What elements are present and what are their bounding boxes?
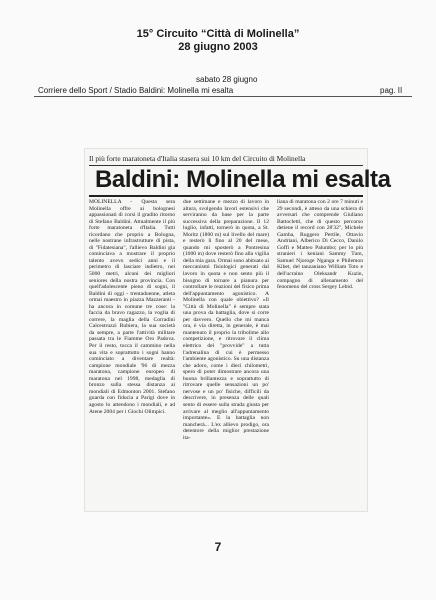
article-column-3: liana di maratona con 2 ore 7 minuti e 29 secondi, è atteso da una schiera di avversari che comprende Giuliano Battocletti, che di questo percorso detiene il record con 28'32", Michele Gamba, Ruggero Pertile, Ottavio Andriani, Alberico Di Cecco, Danilo Goffi e Matteo Palumbo; per lo più stranieri i keniani Sammy Tum, Samuel Njoroge Nganga e Philemon Kibet, del tanzaniano William Toto e dell'ucraino Oleksandr Kuzin, compagno di allenamento del fenomeno del cross Sergey Lebid. <box>277 199 363 291</box>
page-label: pag. II <box>380 86 403 95</box>
article-date: sabato 28 giugno <box>196 75 258 84</box>
article-kicker: Il più forte maratoneta d'Italia stasera sui 10 km del Circuito di Molinella <box>89 154 363 166</box>
document-date-title: 28 giugno 2003 <box>178 41 258 53</box>
newspaper-clipping <box>84 148 391 512</box>
article-column-2: due settimane e mezzo di lavoro in altura, svolgendo lavori estensivi che serviranno da base per la parte successiva della preparazione. Il 12 luglio, infatti, tornerò in quota, a St. Moritz (1800 m) sul livello del mare) e resterò lì fino al 20 del mese, quando mi sposterò a Pontresina (1000 m) dove resterò fino alla vigilia della mia gara. Ormai sono abituato ai meccanismi fisiologici generati dal lavoro in quota e non sento più il bisogno di tornare a pianura per controllare le reazioni del fisico prima dell'appuntamento agonistico. A Molinella con quale obiettivo? «Il "Città di Molinella" è sempre stata una prova da battaglia, dove si corre per davvero. Quello che mi manca ora, è via diretta, in generale, è mai mantenuto il proprio la tribolime allo competizione, e ritrovare il clima elettrico del "provvide" a tutta l'adrenalina di cui è permesso l'ambiente agonistico. Su una distanza che adoro, come i dieci chilometri, spero di poter dimostrare ancora una buona brillantezza e soprattutto di ritrovare quelle sensazioni un po' nervose e un po' fisiche, difficili da descrivere, in presenza delle quali sento di essere sulla strada giusta per arrivare al meglio all'appuntamento importante». E la battaglia non mancherà... L'ex allievo prodigo, ora detentore della miglior prestazione ita- <box>183 199 269 441</box>
article-column-1: MOLINELLA - Questa sera Molinella offre ai bolognesi appassionati di corsi il gradito ritorno di Stefano Baldini. Attualmente il più forte maratoneta d'Italia. Tutti ricordano che proprio a Bologna, nelle nostrane infrastrutture di pista, di "Fidatesiana", l'allievo Baldini gia cominciava a mostrare il proprio talento avevo sedici anni e il perimetro di lasciare indietro, nei 5000 metri, alcuni dei migliori seniores della nostra provincia. Con quell'adolescente pieno di sogni, il Baldini di oggi - trentaduenne, atleta ormai maestro in piazza Mazzeranti - ha ancora in comune tre cose: la faccia da bravo ragazzo, la voglia di correre, la maglia della Corradini Calcestruzzi Rubiera, la sua società da sempre, a parte l'attività militare passata tra le Fiamme Oro Padova. Per il resto, tocca il cammino nella sua vita e soprattutto i sogni hanno cominciato a diventare realtà: campione mondiale '96 di mezza maratona, campione europeo di maratona nel 1998, medaglia di bronzo sulla stessa distanza ai mondiali di Edmonton 2001. Stefano guarda con fiducia a Parigi dove in agosto lo attendono i mondiali, e ad Atene 2004 per i Giochi Olimpici. <box>89 199 175 415</box>
document-title: 15° Circuito “Città di Molinella” <box>136 28 300 40</box>
article-headline: Baldini: Molinella mi esalta <box>95 166 391 193</box>
headline-divider <box>89 195 363 197</box>
header-divider <box>34 96 412 97</box>
article-source: Corriere dello Sport / Stadio Baldini: Molinella mi esalta <box>38 86 234 95</box>
page-number: 7 <box>214 540 222 554</box>
